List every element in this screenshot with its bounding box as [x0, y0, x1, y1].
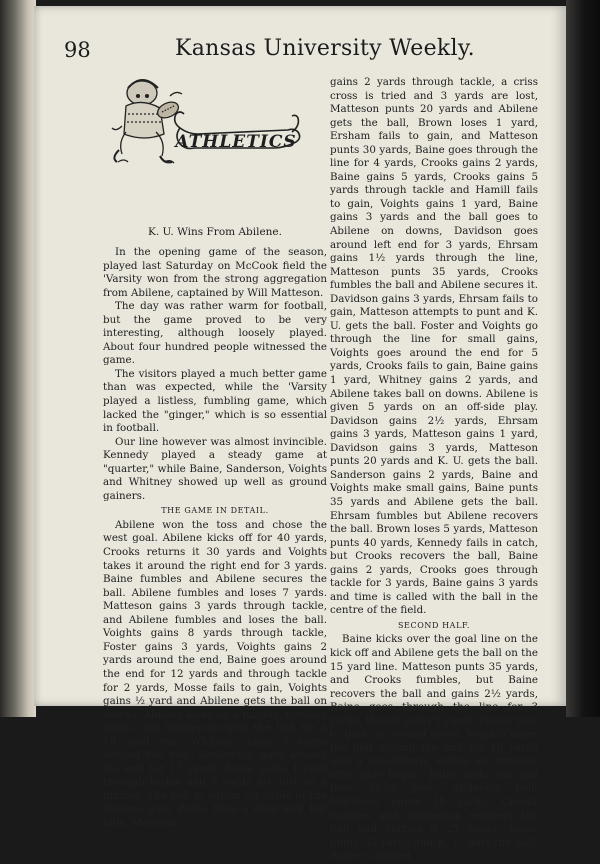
book-binding [566, 0, 600, 717]
article-headline: K. U. Wins From Abilene. [147, 226, 282, 238]
paragraph: The visitors played a much better game than was expected, while the 'Varsity played a listless, fumbling game, which lacked the "ginger," which is so essential in football. [103, 367, 327, 435]
athletics-logo-text: ATHLETICS [175, 132, 297, 152]
paragraph: Abilene won the toss and chose the west goal. Abilene kicks off for 40 yards, Crooks returns it 30 yards and Voights takes it around the right end for 3 yards. Baine fumbles and Abilene secures the ball. Abilene fumbles and loses 7 yards. Matteson gains 3 yards through tackle, and Abilene fumbles and loses the ball. Voights gains 8 yards through tackle, Foster gains 3 yards, Voights gains 2 yards around the end, Baine goes around the end for 12 yards and through tackle for 2 yards, Mosse fails to gain, Voights gains ½ yard and Abilene gets the ball on downs. Abilene loses on a fumble, fumbles again, and Sanderson gets the ball for a 10 yard run, Whitney gains 3 yards around the end, Sanderson goes around the end for 17 yards, Baine gains 1 yard through tackle and 5 yards are lost on a fumble. The ball is within 20 yards of the Abilene goal. Baine tries a drop kick but fails. Matteson [103, 518, 327, 829]
subheading-game-detail: THE GAME IN DETAIL. [161, 506, 269, 516]
page-number: 98 [64, 38, 91, 62]
athletics-logo [104, 66, 310, 221]
paragraph: In the opening game of the season, played last Saturday on McCook field the 'Varsity won from the strong aggregation from Abilene, captained by Will Matteson. [103, 246, 327, 299]
paragraph: The day was rather warm for football, but the game proved to be very interesting, although loosely played. About four hundred people witnessed the game. [103, 300, 327, 367]
book-page-edges [0, 0, 36, 717]
column-left [103, 246, 327, 831]
football-player-illustration [112, 80, 182, 163]
paragraph: Our line however was almost invincible. Kennedy played a steady game at "quarter," while Baine, Sanderson, Voights and Whitney showed up well as ground gainers. [103, 435, 327, 502]
paragraph: gains 2 yards through tackle, a criss cross is tried and 3 yards are lost, Matteson punts 20 yards and Abilene gets the ball, Brown loses 1 yard, Ersham fails to gain, and Matteson punts 30 yards, Baine goes through the line for 4 yards, Crooks gains 2 yards, Baine gains 5 yards, Crooks gains 5 yards through tackle and Hamill fails to gain, Voights gains 1 yard, Baine gains 3 yards and the ball goes to Abilene on downs, Davidson goes around left end for 3 yards, Ehrsam gains 1½ yards through the line, Matteson punts 35 yards, Crooks fumbles the ball and Abilene secures it. Davidson gains 3 yards, Ehrsam fails to gain, Matteson attempts to punt and K. U. gets the ball. Foster and Voights go through the line for small gains, Voights goes around the end for 5 yards, Crooks fails to gain, Baine gains 1 yard, Whitney gains 2 yards, and Abilene takes ball on downs. Abilene is given 5 yards on an off-side play. Davidson gains 2½ yards, Ehrsam gains 3 yards, Matteson gains 1 yard, Davidson gains 3 yards, Matteson punts 20 yards and K. U. gets the ball. Sanderson gains 2 yards, Baine and Voights make small gains, Baine punts 35 yards and Abilene gets the ball. Ehrsam fumbles but Abilene recovers the ball. Brown loses 5 yards, Matteson punts 40 yards, Kennedy fails in catch, but Crooks recovers the ball, Baine gains 2 yards, Crooks goes through tackle for 3 yards, Baine gains 3 yards and time is called with the ball in the centre of the field. [330, 76, 538, 617]
paragraph: Baine kicks over the goal line on the kick off and Abilene gets the ball on the 15 yard line. Matteson punts 35 yards, and Crooks fumbles, but Baine recovers the ball and gains 2½ yards, Baine goes through the line for 3 yards, Hamill gains 5 yards, Foster fails to gain on second down, Voights takes the ball around the end for 18 yards and a touchdown, within six minutes after play began. Baine kicks out and then kicks goal. Abilene's ball; Matteson punts 15 yards, Crooks fumbles and Sanderson recovers the ball and carries it 25 yards, Baine punts 35 yards and K. U. gets the ball. Baine is retired [330, 633, 539, 863]
subheading-second-half: SECOND HALF. [397, 620, 471, 630]
column-right [330, 76, 538, 864]
publication-title: Kansas University Weekly. [175, 36, 475, 61]
